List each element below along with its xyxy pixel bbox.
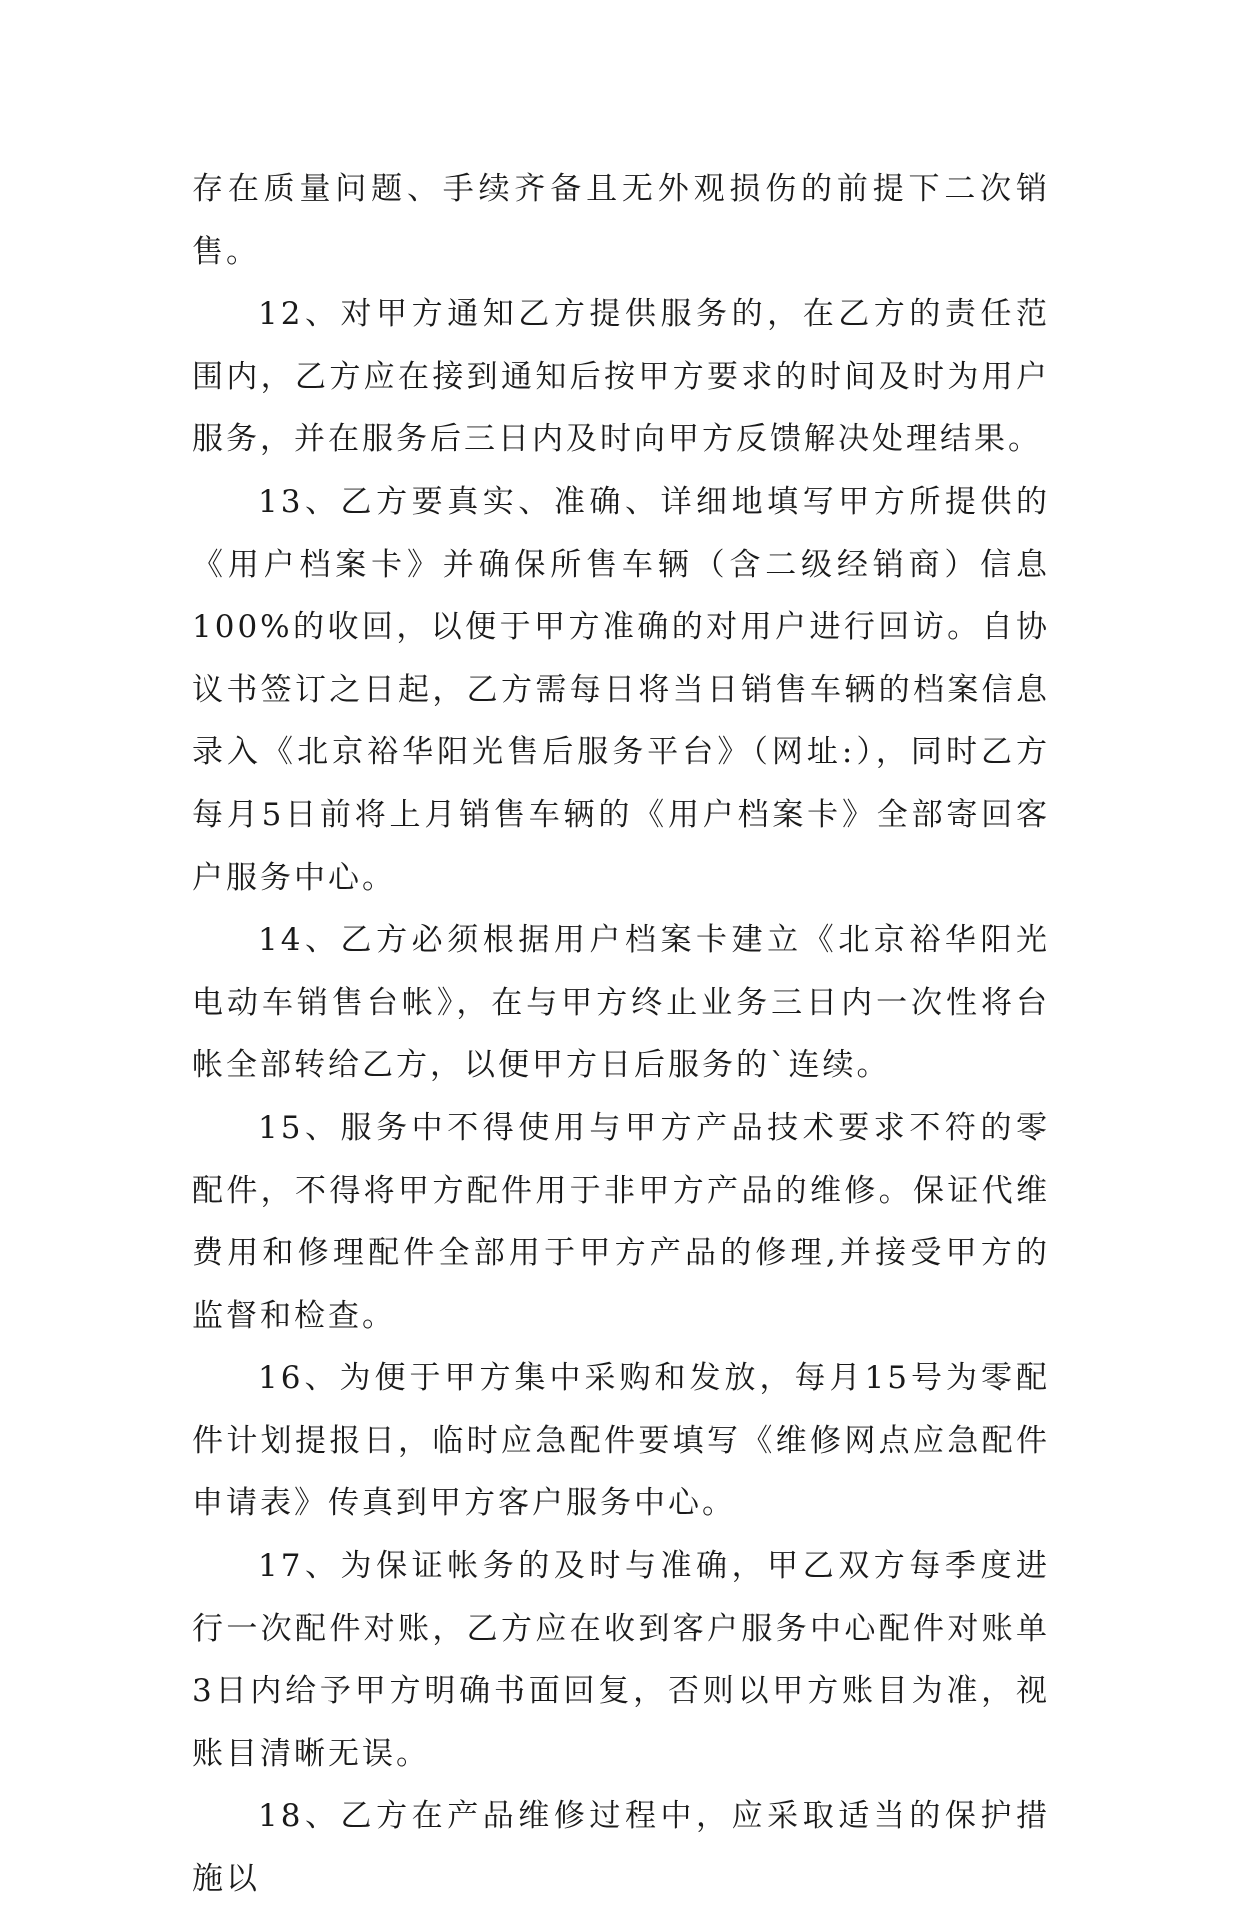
paragraph-clause-18: 18、乙方在产品维修过程中，应采取适当的保护措施以: [192, 1798, 1050, 1898]
paragraph-clause-12: 12、对甲方通知乙方提供服务的，在乙方的责任范围内，乙方应在接到通知后按甲方要求的时间及时为用户服务，并在服务后三日内及时向甲方反馈解决处理结果。: [192, 296, 1050, 458]
paragraph-continuation: 存在质量问题、手续齐备且无外观损伤的前提下二次销售。: [192, 171, 1050, 270]
paragraph-clause-15: 15、服务中不得使用与甲方产品技术要求不符的零配件，不得将甲方配件用于非甲方产品的维修。保证代维费用和修理配件全部用于甲方产品的修理,并接受甲方的监督和检查。: [192, 1109, 1050, 1334]
document-body: [192, 158, 1050, 1911]
paragraph-clause-13: 13、乙方要真实、准确、详细地填写甲方所提供的《用户档案卡》并确保所售车辆（含二级经销商）信息100%的收回，以便于甲方准确的对用户进行回访。自协议书签订之日起，乙方需每日将当日销售车辆的档案信息录入《北京裕华阳光售后服务平台》（网址:），同时乙方每月5日前将上月销售车辆的《用户档案卡》全部寄回客户服务中心。: [192, 483, 1050, 896]
paragraph-clause-17: 17、为保证帐务的及时与准确，甲乙双方每季度进行一次配件对账，乙方应在收到客户服务中心配件对账单3日内给予甲方明确书面回复，否则以甲方账目为准，视账目清晰无误。: [192, 1548, 1050, 1772]
paragraph-clause-16: 16、为便于甲方集中采购和发放，每月15号为零配件计划提报日，临时应急配件要填写《维修网点应急配件申请表》传真到甲方客户服务中心。: [192, 1360, 1050, 1522]
paragraph-clause-14: 14、乙方必须根据用户档案卡建立《北京裕华阳光电动车销售台帐》，在与甲方终止业务三日内一次性将台帐全部转给乙方，以便甲方日后服务的`连续。: [192, 922, 1050, 1084]
